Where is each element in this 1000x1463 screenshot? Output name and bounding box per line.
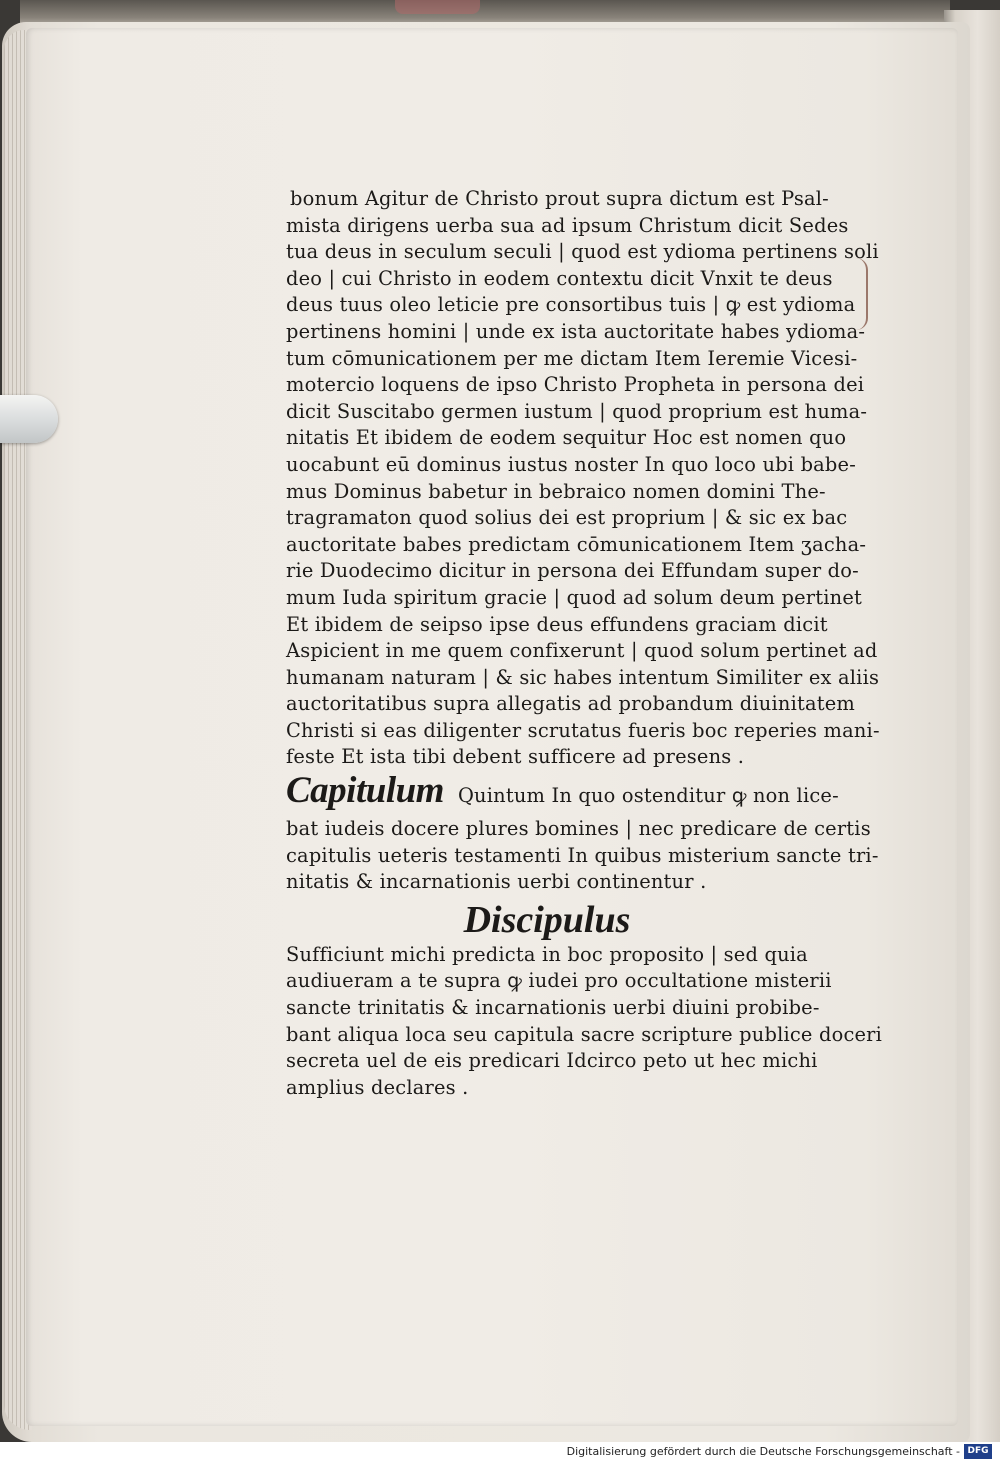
text-line: mus Dominus babetur in bebraico nomen domini The‑ <box>286 479 826 503</box>
text-line: deo | cui Christo in eodem contextu dicit Vnxit te deus <box>286 266 833 290</box>
discipulus-line: Sufficiunt michi predicta in boc proposito | sed quia <box>286 942 808 966</box>
text-line: humanam naturam | & sic habes intentum Similiter ex aliis <box>286 665 880 689</box>
funding-notice: Digitalisierung gefördert durch die Deutsche Forschungsgemeinschaft - <box>566 1445 960 1458</box>
text-line: dicit Suscitabo germen iustum | quod proprium est huma‑ <box>286 399 868 423</box>
discipulus-line: audiueram a te supra ꝙ iudei pro occultatione misterii <box>286 969 832 993</box>
discipulus-line: amplius declares . <box>286 1075 469 1099</box>
text-line: mista dirigens uerba sua ad ipsum Christum dicit Sedes <box>286 213 849 237</box>
dfg-logo: DFG <box>964 1444 992 1459</box>
text-line: motercio loquens de ipso Christo Propheta in persona dei <box>286 373 865 397</box>
red-stain-mark <box>395 0 480 14</box>
discipulus-heading: Discipulus <box>463 898 631 941</box>
chapter-line: bat iudeis docere plures bomines | nec predicare de certis <box>286 817 871 841</box>
discipulus-line: secreta uel de eis predicari Idcirco peto ut hec michi <box>286 1049 818 1073</box>
text-line: uocabunt eū dominus iustus noster In quo loco ubi babe‑ <box>286 452 856 476</box>
text-line: bonum Agitur de Christo prout supra dictum est Psal‑ <box>290 187 829 210</box>
text-line: mum Iuda spiritum gracie | quod ad solum deum pertinet <box>286 585 863 609</box>
chapter-heading-line <box>262 771 862 816</box>
discipulus-line: bant aliqua loca seu capitula sacre scripture publice doceri <box>286 1022 883 1046</box>
text-line: Aspicient in me quem confixerunt | quod solum pertinet ad <box>286 639 878 663</box>
text-line: tum cōmunicationem per me dictam Item Ieremie Vicesi‑ <box>286 346 858 370</box>
chapter-line: capitulis ueteris testamenti In quibus misterium sancte tri‑ <box>286 843 879 867</box>
footer-bar <box>0 1442 1000 1463</box>
text-line: nitatis Et ibidem de eodem sequitur Hoc est nomen quo <box>286 426 847 450</box>
discipulus-line: sancte trinitatis & incarnationis uerbi diuini probibe‑ <box>286 996 820 1020</box>
text-line: auctoritatibus supra allegatis ad probandum diuinitatem <box>286 692 855 716</box>
chapter-heading-text: Quintum In quo ostenditur ꝙ non lice‑ <box>457 784 839 808</box>
text-line: feste Et ista tibi debent sufficere ad presens . <box>286 745 745 769</box>
text-line: rie Duodecimo dicitur in persona dei Effundam super do‑ <box>286 559 859 583</box>
text-line: tua deus in seculum seculi | quod est ydioma pertinens soli <box>286 240 879 264</box>
main-text-block <box>262 186 883 1101</box>
text-line: tragramaton quod solius dei est proprium | & sic ex bac <box>286 506 848 530</box>
chapter-title: Capitulum <box>286 770 444 812</box>
text-line: deus tuus oleo leticie pre consortibus tuis | ꝙ est ydioma <box>286 293 856 317</box>
text-line: Et ibidem de seipso ipse deus effundens graciam dicit <box>286 612 828 636</box>
text-line: Christi si eas diligenter scrutatus fueris boc reperies mani‑ <box>286 718 880 742</box>
chapter-line: nitatis & incarnationis uerbi continentur . <box>286 870 707 894</box>
text-line: auctoritate babes predictam cōmunicationem Item ʒacha‑ <box>286 532 867 556</box>
text-line: pertinens homini | unde ex ista auctoritate habes ydioma‑ <box>286 319 866 343</box>
page-clip <box>0 395 58 443</box>
